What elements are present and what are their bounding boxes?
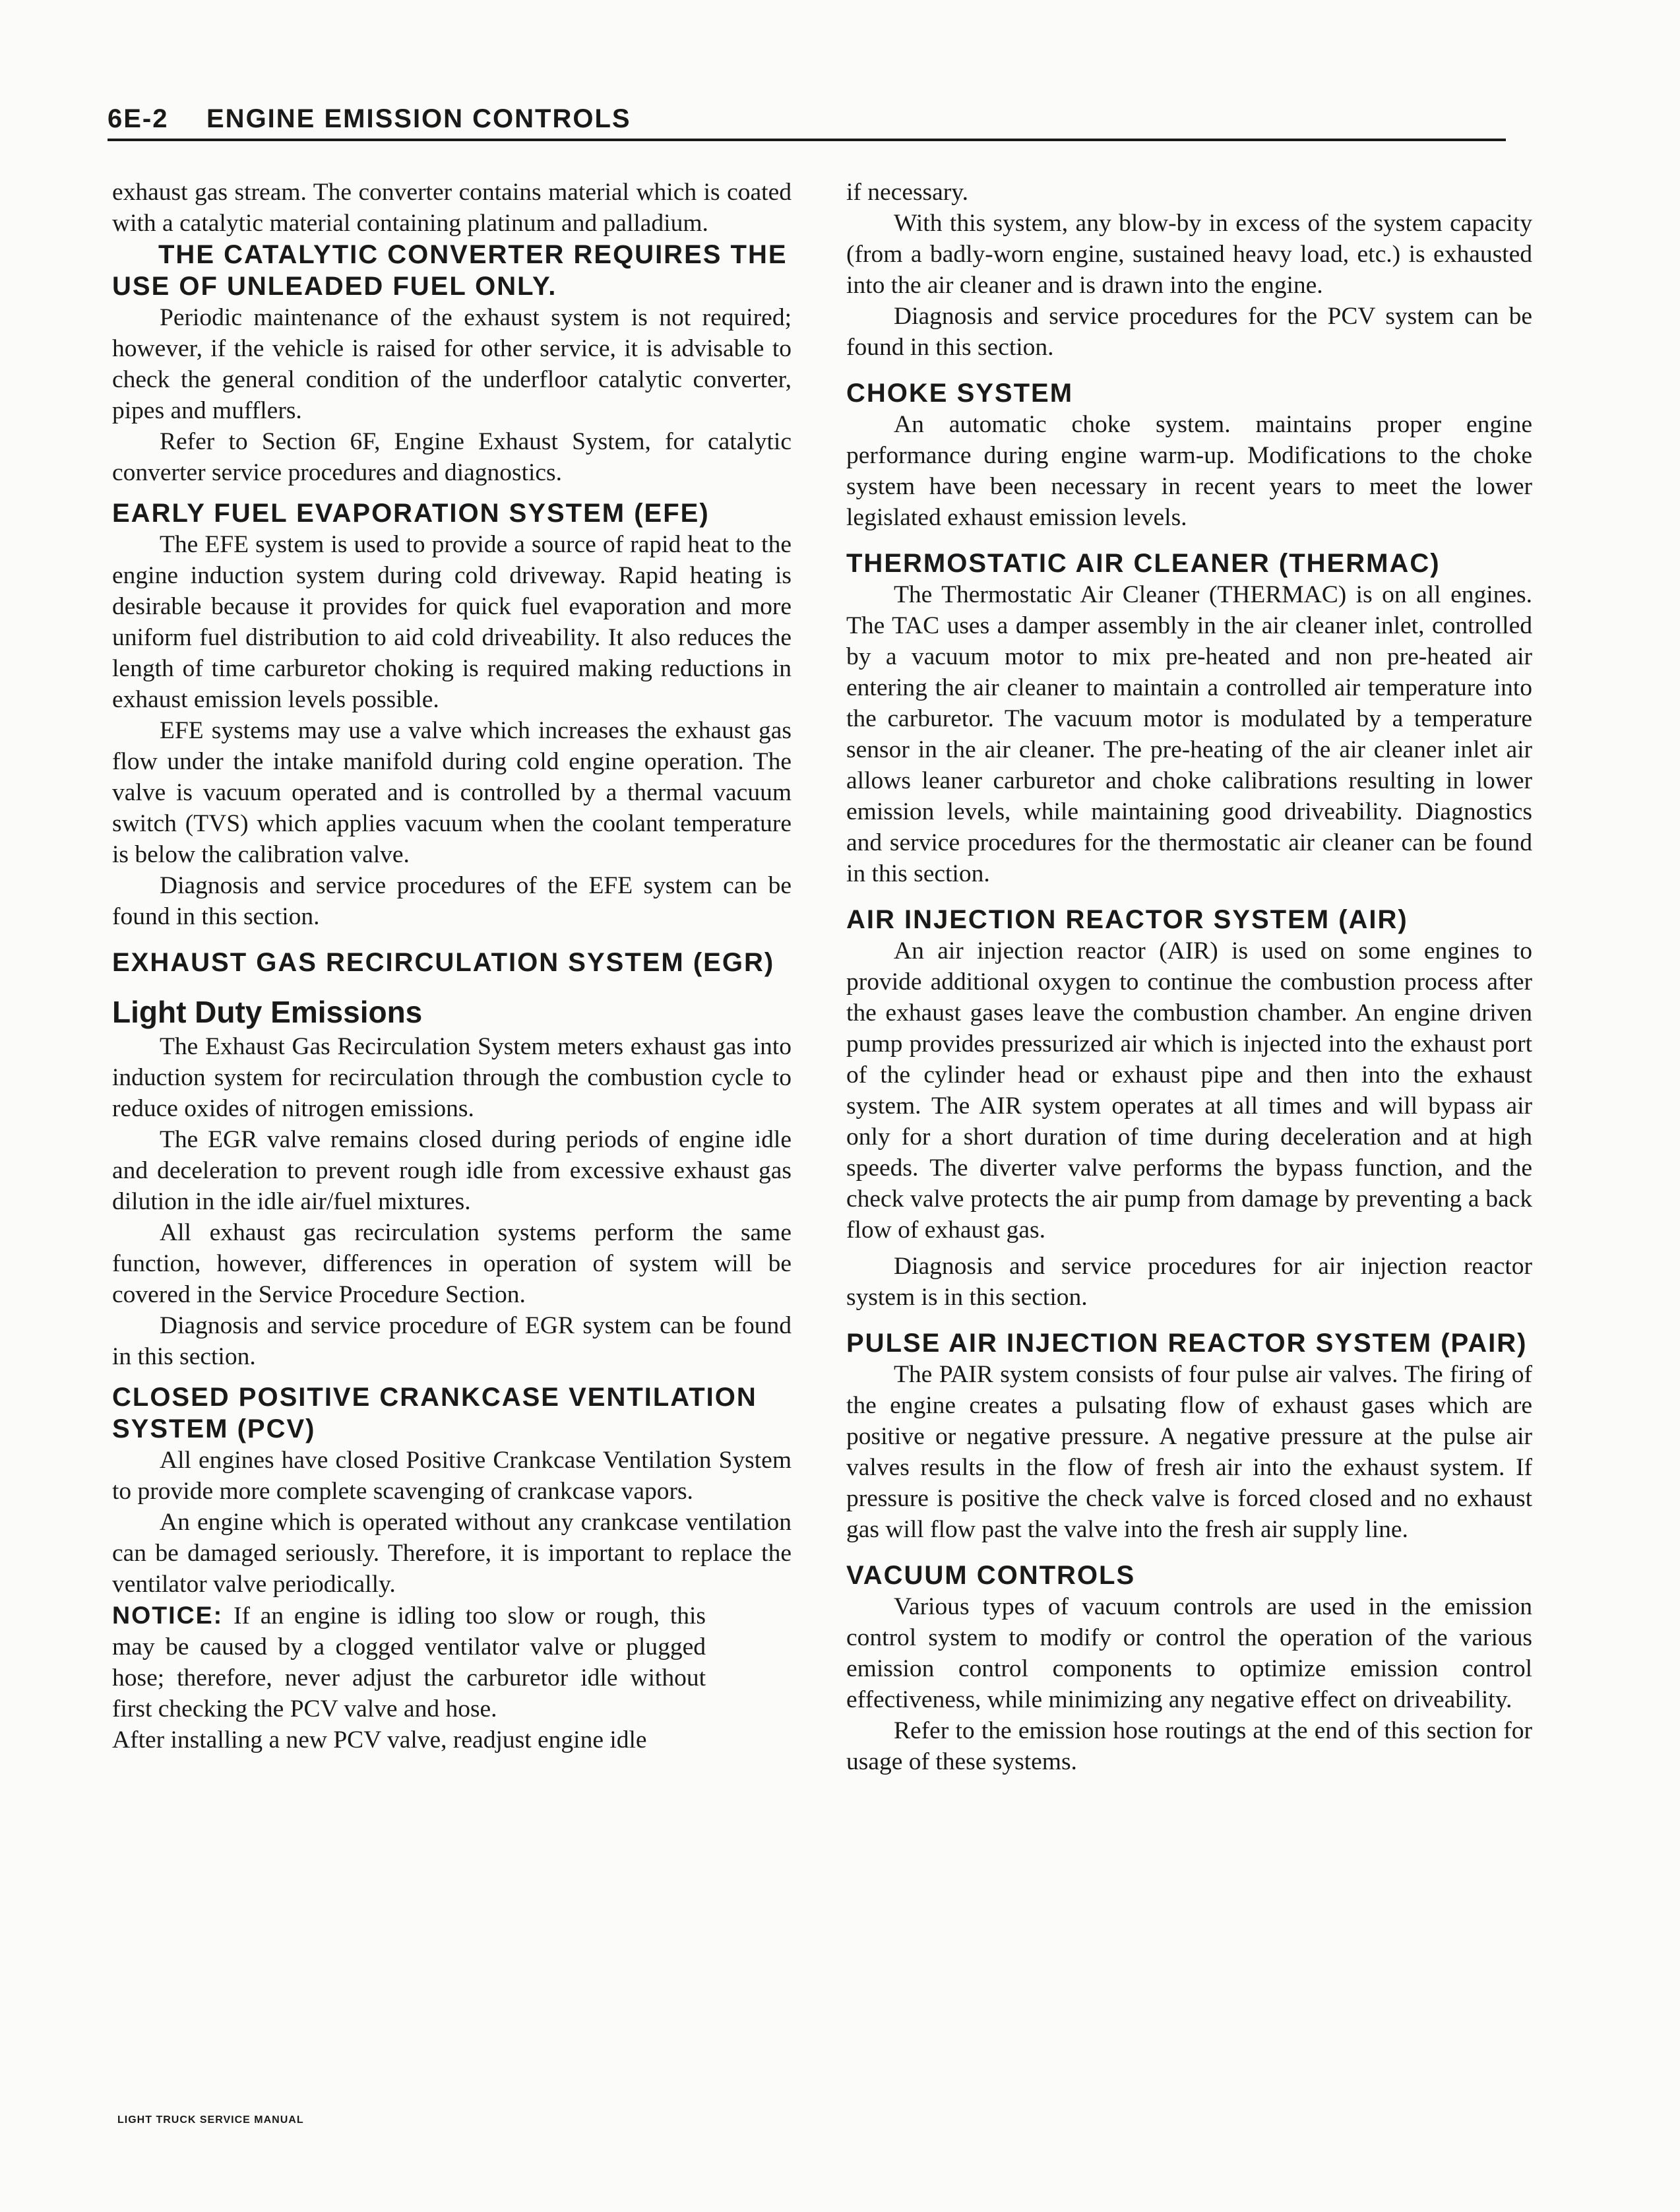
paragraph: The Thermostatic Air Cleaner (THERMAC) is on all engines. The TAC uses a damper assembly in the air cleaner inlet, controlled by a vacuum motor to mix pre-heated and non pre-heated air entering the air cleaner to maintain a controlled air temperature into the carburetor. The vacuum motor is modulated by a temperature sensor in the air cleaner. The pre-heating of the air cleaner inlet air allows leaner carburetor and choke calibrations resulting in lower emission levels, while maintaining good driveability. Diagnostics and service procedures for the thermostatic air cleaner can be found in this section. (846, 581, 1532, 887)
paragraph: An air injection reactor (AIR) is used on some engines to provide additional oxygen to continue the combustion process after the exhaust gases leave the combustion chamber. An engine driven pump provides pressurized air which is injected into the exhaust port of the cylinder head or exhaust pipe and then into the exhaust system. The AIR system operates at all times and will bypass air only for a short duration of time during deceleration and at high speeds. The diverter valve performs the bypass function, and the check valve protects the air pump from damage by preventing a back flow of exhaust gas. (846, 937, 1532, 1244)
notice-box (112, 1600, 706, 1724)
paragraph: The Exhaust Gas Recirculation System meters exhaust gas into induction system for recirculation through the combustion cycle to reduce oxides of nitrogen emissions. (112, 1033, 792, 1122)
paragraph: Diagnosis and service procedure of EGR system can be found in this section. (112, 1312, 792, 1370)
paragraph: The EFE system is used to provide a source of rapid heat to the engine induction system during cold driveway. Rapid heating is desirable because it provides for quick fuel evaporation and more uniform fuel distribution to aid cold driveability. It also reduces the length of time carburetor choking is required making reductions in exhaust emission levels possible. (112, 531, 792, 713)
section-title: ENGINE EMISSION CONTROLS (206, 104, 631, 133)
paragraph: Refer to Section 6F, Engine Exhaust System, for catalytic converter service procedures and diagnostics. (112, 428, 792, 486)
paragraph: exhaust gas stream. The converter contains material which is coated with a catalytic material containing platinum and palladium. (112, 179, 792, 237)
heading-egr: EXHAUST GAS RECIRCULATION SYSTEM (EGR) (112, 948, 775, 977)
paragraph: Various types of vacuum controls are used in the emission control system to modify or control the operation of the various emission control components to optimize emission control effectiveness, while minimizing any negative effect on driveability. (846, 1593, 1532, 1713)
paragraph: An automatic choke system. maintains proper engine performance during engine warm-up. Modifications to the choke system have been necessary in recent years to meet the lower legislated exhaust emission levels. (846, 411, 1532, 531)
paragraph: Periodic maintenance of the exhaust system is not required; however, if the vehicle is raised for other service, it is advisable to check the general condition of the underfloor catalytic converter, pipes and mufflers. (112, 304, 792, 424)
paragraph: With this system, any blow-by in excess of the system capacity (from a badly-worn engine, sustained heavy load, etc.) is exhausted into the air cleaner and is drawn into the engine. (846, 210, 1532, 299)
paragraph: Diagnosis and service procedures for air injection reactor system is in this section. (846, 1253, 1532, 1311)
paragraph: All exhaust gas recirculation systems perform the same function, however, differences in operation of system will be covered in the Service Procedure Section. (112, 1219, 792, 1308)
paragraph: An engine which is operated without any crankcase ventilation can be damaged seriously. Therefore, it is important to replace the ventilator valve periodically. (112, 1509, 792, 1598)
paragraph: Diagnosis and service procedures for the PCV system can be found in this section. (846, 303, 1532, 361)
notice-label: NOTICE: (112, 1601, 224, 1629)
heading-thermac: THERMOSTATIC AIR CLEANER (THERMAC) (846, 549, 1441, 578)
page-number: 6E-2 (108, 104, 169, 133)
heading-light-duty: Light Duty Emissions (112, 995, 423, 1029)
paragraph: if necessary. (846, 179, 968, 206)
paragraph: All engines have closed Positive Crankcase Ventilation System to provide more complete scavenging of crankcase vapors. (112, 1447, 792, 1505)
paragraph: The EGR valve remains closed during periods of engine idle and deceleration to prevent rough idle from excessive exhaust gas dilution in the idle air/fuel mixtures. (112, 1126, 792, 1215)
heading-vacuum: VACUUM CONTROLS (846, 1561, 1136, 1590)
notice-text: If an engine is idling too slow or rough, this may be caused by a clogged ventilator valve or plugged hose; therefore, never adjust the carburetor idle without first checking the PCV valve and hose. (112, 1602, 706, 1722)
heading-choke: CHOKE SYSTEM (846, 379, 1074, 408)
paragraph: After installing a new PCV valve, readjust engine idle (112, 1726, 647, 1754)
right-column (846, 177, 1532, 1777)
heading-air: AIR INJECTION REACTOR SYSTEM (AIR) (846, 905, 1408, 934)
paragraph: Diagnosis and service procedures of the EFE system can be found in this section. (112, 872, 792, 930)
paragraph: The PAIR system consists of four pulse air valves. The firing of the engine creates a pulsating flow of exhaust gases which are positive or negative pressure. A negative pressure at the pulse air valves results in the flow of fresh air into the exhaust system. If pressure is positive the check valve is forced closed and no exhaust gas will flow past the valve into the fresh air supply line. (846, 1361, 1532, 1543)
paragraph: Refer to the emission hose routings at the end of this section for usage of these systems. (846, 1717, 1532, 1775)
left-column (112, 177, 792, 1755)
paragraph: EFE systems may use a valve which increases the exhaust gas flow under the intake manifold during cold engine operation. The valve is vacuum operated and is controlled by a thermal vacuum switch (TVS) which applies vacuum when the coolant temperature is below the calibration valve. (112, 717, 792, 868)
catalytic-warning: THE CATALYTIC CONVERTER REQUIRES THE USE OF UNLEADED FUEL ONLY. (112, 240, 788, 301)
heading-pcv: CLOSED POSITIVE CRANKCASE VENTILATION SYSTEM (PCV) (112, 1383, 757, 1443)
footer-manual-title: LIGHT TRUCK SERVICE MANUAL (117, 2114, 304, 2126)
page-header (108, 99, 1506, 141)
heading-pair: PULSE AIR INJECTION REACTOR SYSTEM (PAIR) (846, 1329, 1528, 1358)
heading-efe: EARLY FUEL EVAPORATION SYSTEM (EFE) (112, 499, 710, 528)
